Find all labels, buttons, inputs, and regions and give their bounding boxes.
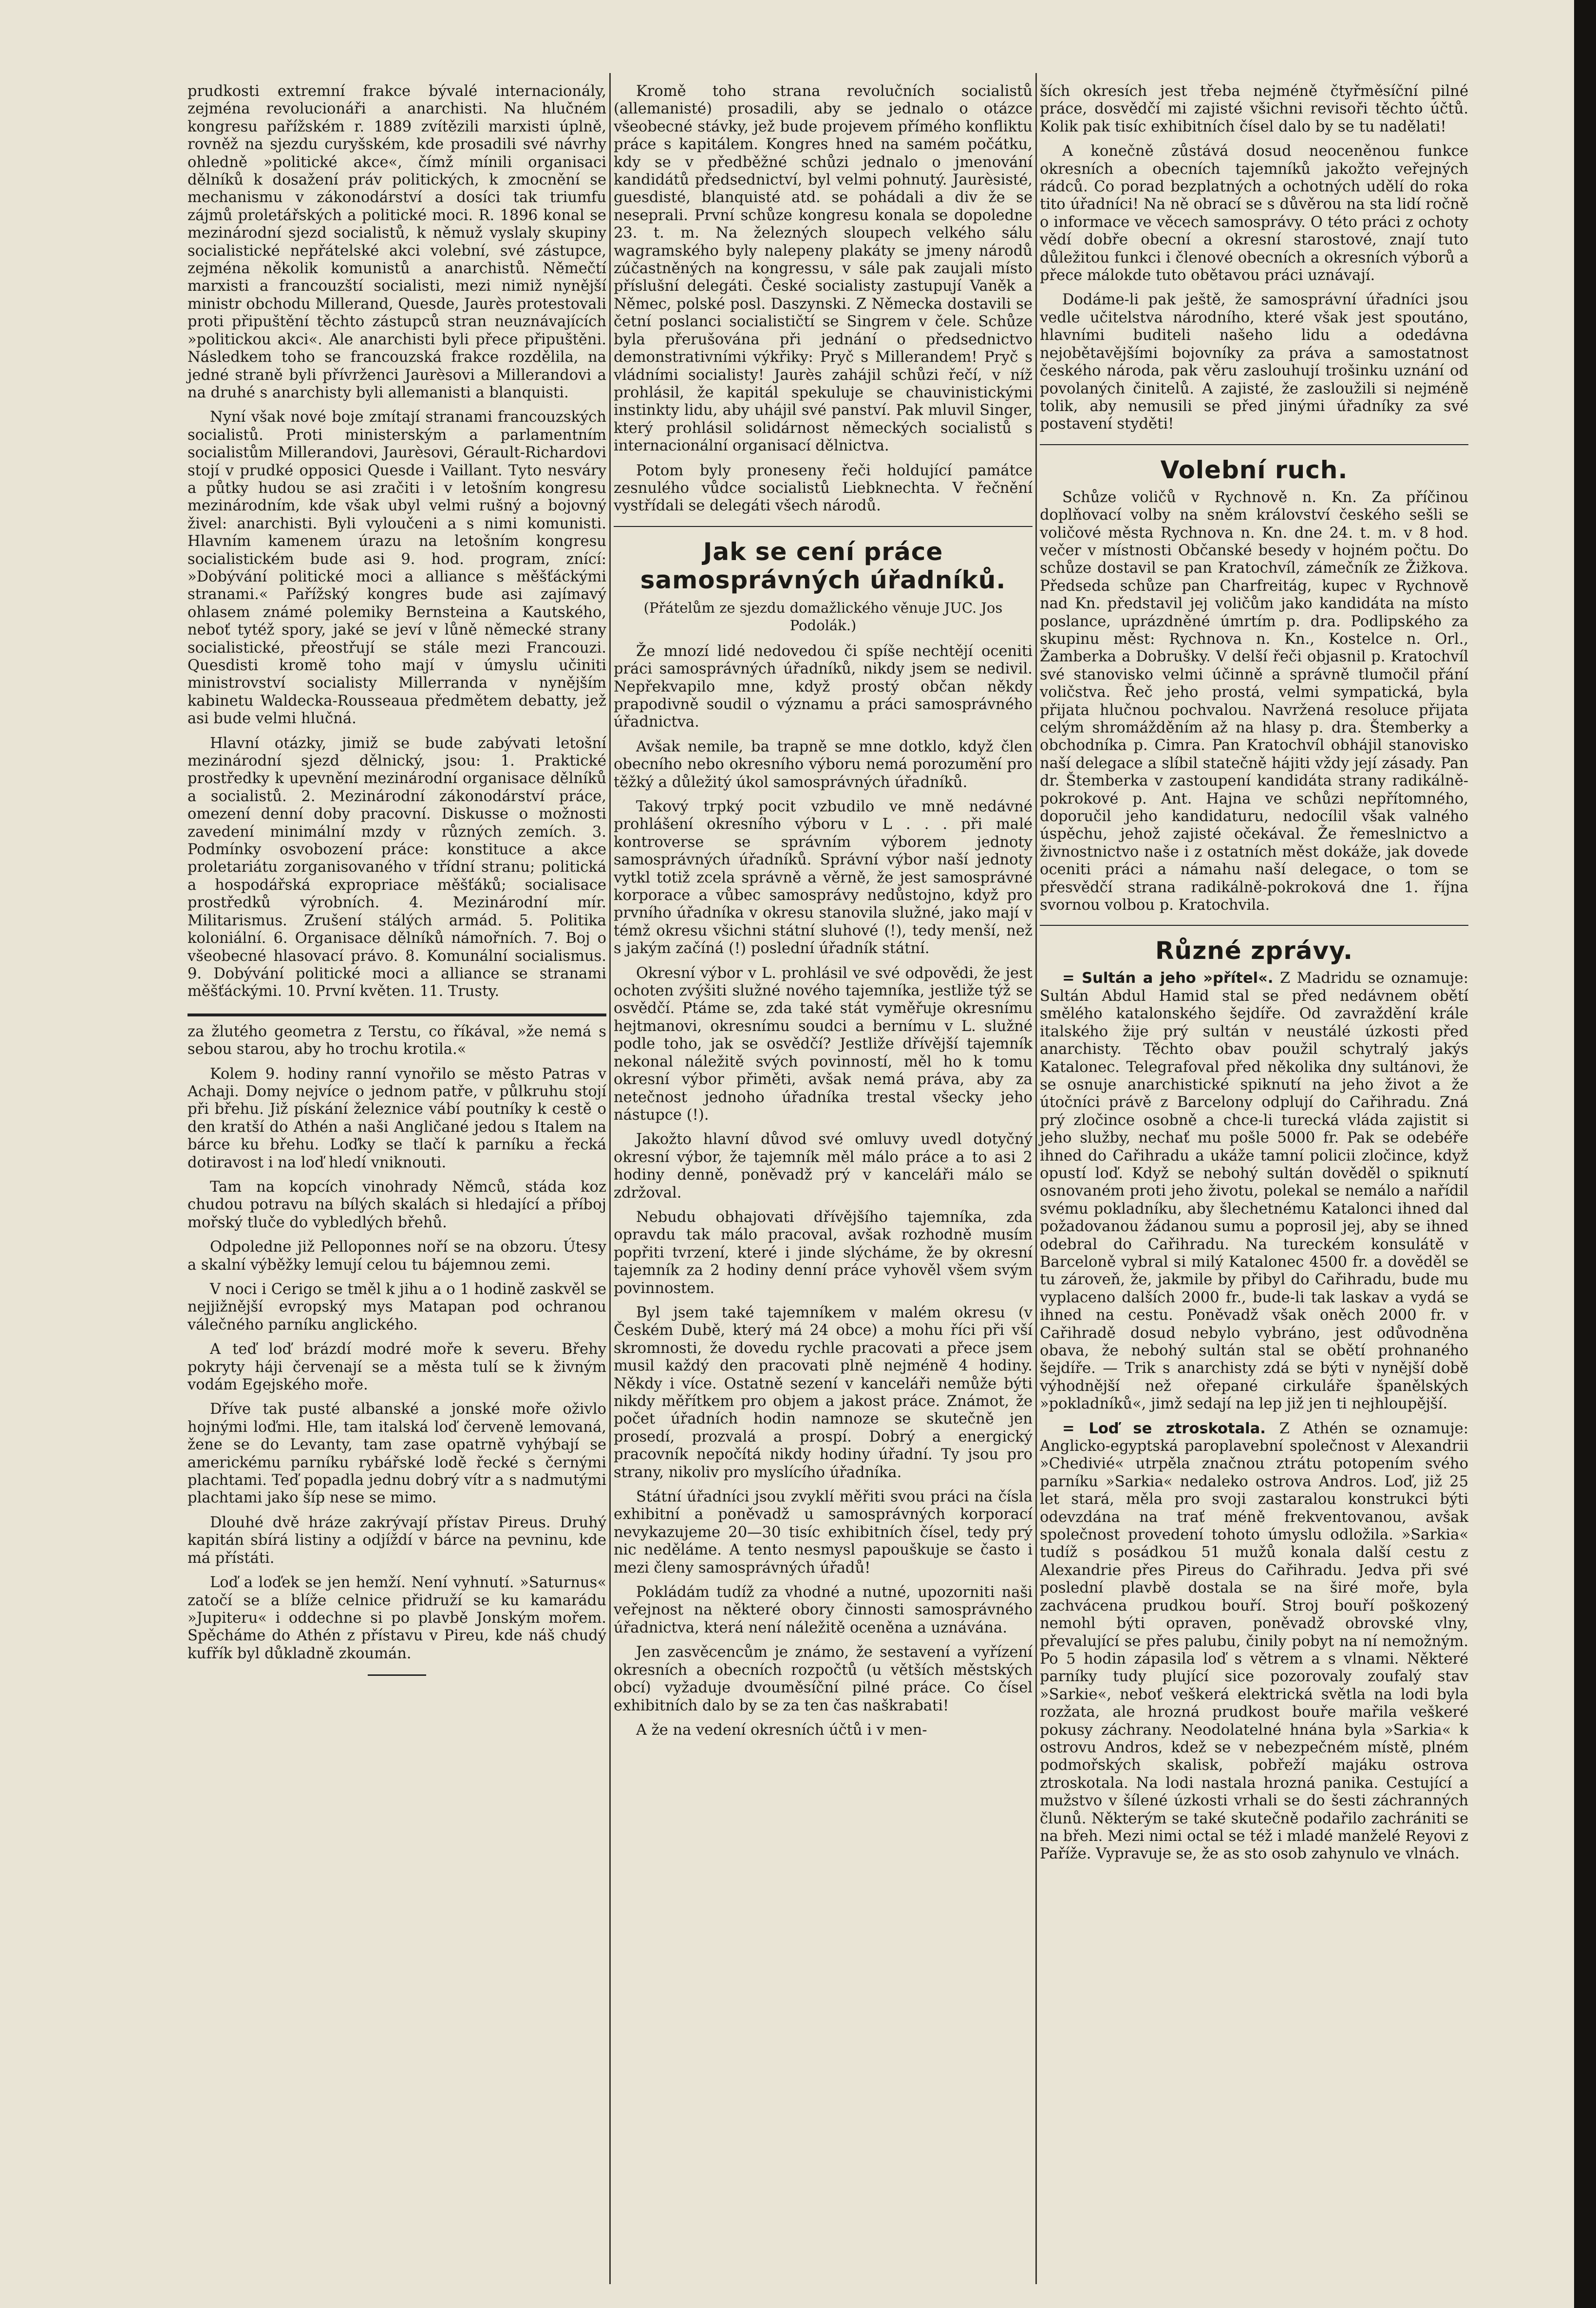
paragraph: Jakožto hlavní důvod své omluvy uvedl dotyčný okresní výbor, že tajemník měl málo práce a to asi 2 hodiny denně, poněvadž prý v kanceláři málo se zdržoval. xyxy=(614,1131,1033,1201)
section-heading: Různé zprávy. xyxy=(1155,937,1353,965)
paragraph: Kromě toho strana revolučních socialistů (allemanisté) prosadili, aby se jednalo o otázce všeobecné stávky, jež bude projevem přímého konfliktu práce s kapitálem. Kongres hned na samém počátku, kdy se v předběžné schůzi jednalo o jmenování kandidátů předsednictví, byl velmi pohnutý. Jaurèsisté, guesdisté, blanquisté atd. se pohádali a div že se neseprali. První schůze kongresu konala se dopoledne 23. t. m. Na železných sloupech velkého sálu wagramského byly nalepeny plakáty se jmeny národů zúčastněných na kongressu, v sále pak zaujali místo příslušní delegáti. České socialisty zastupují Vaněk a Němec, polské posl. Daszynski. Z Německa dostavili se četní poslanci socialističtí se Singrem v čele. Schůze byla přerušována při jednání o předsednictvo demonstrativními výkřiky: Pryč s Millerandem! Pryč s vládními socialisty! Jaurès zahájil schůzi řečí, v níž prohlásil, že kapitál spekuluje se chauvinistickými instinkty lidu, aby uhájil své panství. Pak mluvil Singer, který prohlásil solidárnost německých socialistů s internacionální organisací dělnictva. xyxy=(614,83,1033,455)
paragraph: Loď a loďek se jen hemží. Není vyhnutí. »Saturnus« zatočí se a blíže celnice přidruží se ku kamarádu »Jupiteru« i oddechne si po plavbě Jonským mořem. Spěcháme do Athén z přístavu v Pireu, kde náš chudý kufřík byl důkladně zkoumán. xyxy=(188,1574,606,1662)
section-divider xyxy=(188,1013,606,1016)
paragraph: Nyní však nové boje zmítají stranami francouzských socialistů. Proti ministerským a parlamentním socialistům Millerandovi, Jaurèsovi, Gérault-Richardovi stojí v prudké opposici Quesde i Vaillant. Tyto nesváry a půtky hudou se asi zračiti i v letošním kongresu mezinárodním, kde však ubyl velmi rušný a bojovný živel: anarchisti. Byli vyloučeni a s nimi komunisti. Hlavním kamenem úrazu na letošním kongresu socialistickém bude asi 9. hod. program, znící: »Dobývání politické moci a alliance s měšťáckými stranami.« Pařížský kongres bude asi zajímavý ohlasem známé polemiky Bernsteina a Kautského, neboť tytéž spory, jaké se jeví v lůně německé strany socialistické, přeostřují se stále mezi Francouzi. Quesdisti kromě toho mají v úmyslu učiniti ministrovství socialisty Millerranda v nynějším kabinetu Waldecka-Rousseaua předmětem debatty, jež asi bude velmi hlučná. xyxy=(188,409,606,728)
column-rule xyxy=(1035,73,1037,2284)
article-headline: Jak se cení práce samosprávných úřadníků. xyxy=(640,537,1006,594)
paragraph: Avšak nemile, ba trapně se mne dotklo, když člen obecního nebo okresního výboru nemá porozumění pro těžký a důležitý úkol samosprávných úřadníků. xyxy=(614,738,1033,791)
paragraph: Hlavní otázky, jimiž se bude zabývati letošní mezinárodní sjezd dělnický, jsou: 1. Praktické prostředky k upevnění mezinárodní organisace dělníků a socialistů. 2. Mezinárodní zákonodárství práce, omezení denní doby pracovní. Diskusse o možnosti zavedení minimální mzdy v různých zemích. 3. Podmínky osvobození práce: konstituce a akce proletariátu zorganisovaného v třídní stranu; politická a hospodářská expropriace měšťáků; socialisace prostředků výrobních. 4. Mezinárodní mír. Militarismus. Zrušení stálých armád. 5. Politika koloniální. 6. Organisace dělníků námořních. 7. Boj o všeobecné hlasovací právo. 8. Komunální socialismus. 9. Dobývání politické moci a alliance se stranami měšťáckými. 10. První květen. 11. Trusty. xyxy=(188,734,606,1000)
news-item-title: = Sultán a jeho »přítel«. xyxy=(1062,970,1274,987)
paragraph: Odpoledne již Pelloponnes noří se na obzoru. Útesy a skalní výběžky lemují celou tu bájemnou zemi. xyxy=(188,1238,606,1274)
column-left xyxy=(188,83,606,1688)
news-item-title: = Loď se ztroskotala. xyxy=(1062,1420,1266,1437)
section-divider xyxy=(614,526,1033,527)
paragraph: Potom byly proneseny řeči holdující památce zesnulého vůdce socialistů Liebknechta. V řečnění vystřídali se delegáti všech národů. xyxy=(614,462,1033,515)
paragraph: Pokládám tudíž za vhodné a nutné, upozorniti naši veřejnost na některé obory činnosti samosprávného úřadnictva, která není náležitě oceněna a uznávána. xyxy=(614,1584,1033,1636)
paragraph: Tam na kopcích vinohrady Němců, stáda koz chudou potravu na bílých skalách si hledající a příboj mořský tluče do vybledlých břehů. xyxy=(188,1178,606,1231)
column-middle xyxy=(614,83,1033,1746)
column-right xyxy=(1040,83,1468,1870)
article-byline: (Přátelům ze sjezdu domažlického věnuje JUC. Jos Podolák.) xyxy=(643,599,1003,634)
news-item-text: Z Madridu se oznamuje: Sultán Abdul Hamid stal se před nedávnem obětí smělého katalonského šejdíře. Od zavraždění krále italského žije prý sultán v neustálé úzkosti před anarchisty. Těchto obav použil schytralý jakýs Katalonec. Telegrafoval před několika dny sultánovi, že se osnuje anarchistické spiknutí na jeho život a že útočníci právě z Barcelony odplují do Cařihradu. Zná prý zločince osobně a chce-li turecká vláda zajistit si jeho služby, nechať mu pošle 5000 fr. Pak se odebéře ihned do Cařihradu a ukáže tamní policii zločince, když opustí loď. Když se nebohý sultán dověděl o spiknutí osnovaném proti jeho životu, polekal se nemálo a nařídil svému pokladníku, aby šlechetnému Katalonci ihned dal požadovanou žádanou sumu a poprosil jej, aby se ihned odebral do Cařihradu. Na tureckém konsulátě v Barceloně vybral si milý Katalonec 4500 fr. a dověděl se tu zároveň, že, jakmile by přibyl do Cařihradu, bude mu vyplaceno dalších 2000 fr., bude-li tak laskav a vydá se ihned na cestu. Poněvadž však oněch 2000 fr. v Cařihradě dosud nebylo vybráno, jest odůvodněna obava, že nebohý sultán stal se obětí prohnaného šejdíře. — Trik s anarchisty zdá se býti v nynější době výhodnější než ořepané cirkuláře španělských »pokladníků«, jimž sedají na lep již jen ti nejhloupější. xyxy=(1040,970,1468,1413)
paragraph: prudkosti extremní frakce bývalé internacionály, zejména revolucionáři a anarchisti. Na hlučném kongresu pařížském r. 1889 zvítězili marxisti úplně, rovněž na sjezdu curyšském, kde prosadili své návrhy ohledně »politické akce«, čímž mínili organisaci dělníků k dosažení práv politických, k zmocnění se mechanismu v zákonodárství a dosíci tak triumfu zájmů proletářských a politické moci. R. 1896 konal se mezinárodní sjezd socialistů, k němuž vyslaly skupiny socialistické nepřátelské akci volební, své zástupce, zejména několik komunistů a anarchistů. Němečtí marxisti a francouzští socialisti, mezi nimiž nynější ministr obchodu Millerand, Quesde, Jaurès protestovali proti připuštění těchto zástupců stran neuznávajících »politickou akci«. Ale anarchisti byli přece připuštěni. Následkem toho se francouzská frakce rozdělila, na jedné straně byli přívrženci Jaurèsovi a Millerandovi a na druhé s anarchisty byli allemanisti a blanquisti. xyxy=(188,83,606,401)
news-item xyxy=(1040,970,1468,1413)
news-item xyxy=(1040,1420,1468,1863)
paragraph: Schůze voličů v Rychnově n. Kn. Za příčinou doplňovací volby na sněm království českého sešli se voličové města Rychnova n. Kn. dne 24. t. m. v 8 hod. večer v místnosti Občanské besedy v hojném počtu. Do schůze dostavil se pan Kratochvíl, zámečník ze Žižkova. Předseda schůze pan Charfreitág, kupec v Rychnově nad Kn. představil jej voličům jako kandidáta na místo poslance, uprázdněné úmrtím p. dra. Podlipského za skupinu měst: Rychnova n. Kn., Kostelce n. Orl., Žamberka a Dobrušky. V delší řeči objasnil p. Kratochvíl své stanovisko velmi účinně a správně tlumočil přání voličstva. Řeč jeho prostá, velmi sympatická, byla přijata hlučnou pochvalou. Navržená resoluce přijata celým shromážděním až na hlasy p. dra. Štemberky a obchodníka p. Cimra. Pan Kratochvíl obhájil stanovisko naší delegace a slíbil statečně hájiti vždy její zásady. Pan dr. Štemberka v zastoupení kandidáta strany radikálně-pokrokové p. Ant. Hajna ve schůzi nepřítomného, doporučil jeho kandidaturu, nedocílil však valného úspěchu, jehož zajisté očekával. Že řemeslnictvo a živnostnictvo naše i z ostatních měst dokáže, jak dovede oceniti práci a námahu naší delegace, o tom se přesvědčí strana radikálně-pokroková dne 1. října svornou volbou p. Kratochvila. xyxy=(1040,488,1468,914)
column-rule xyxy=(609,73,611,2284)
paragraph: Okresní výbor v L. prohlásil ve své odpovědi, že jest ochoten zvýšiti služné nového tajemníka, jestliže týž se osvědčí. Ptáme se, zda také stát vyměřuje okresnímu hejtmanovi, okresnímu soudci a bernímu v L. služné podle toho, jak se osvědčí? Jestliže dřívější tajemník nekonal náležitě svých povinností, měl ho k tomu okresní výbor přiměti, avšak nemá práva, aby za netečnost jednoho úřadníka trestal všecky jeho nástupce (!). xyxy=(614,964,1033,1124)
page-edge xyxy=(1574,0,1596,2308)
paragraph: ších okresích jest třeba nejméně čtyřměsíční pilné práce, dosvědčí mi zajisté všichni revisoři těchto účtů. Kolik pak tisíc exhibitních čísel dalo by se tu nadělati! xyxy=(1040,83,1468,135)
section-divider xyxy=(1040,444,1468,445)
paragraph: V noci i Cerigo se tměl k jihu a o 1 hodině zaskvěl se nejjižnější evropský mys Matapan pod ochranou válečného parníku anglického. xyxy=(188,1281,606,1333)
paragraph: Dodáme-li pak ještě, že samosprávní úřadníci jsou vedle učitelstva národního, které však jest spoutáno, hlavními buditeli našeho lidu a odedávna nejobětavějšími bojovníky za práva a samostatnost českého národa, pak věru zaslouhují trošinku uznání od povolaných činitelů. A zajisté, že zasloužili si nejméně tolik, aby nemusili se před jinými úřadníky za své postavení styděti! xyxy=(1040,291,1468,433)
paragraph: za žlutého geometra z Terstu, co říkával, »že nemá s sebou starou, aby ho trochu krotila.« xyxy=(188,1023,606,1058)
paragraph: A že na vedení okresních účtů i v men- xyxy=(636,1721,927,1739)
paragraph: Že mnozí lidé nedovedou či spíše nechtějí oceniti práci samosprávných úřadníků, nikdy jsem se nedivil. Nepřekvapilo mne, když prostý občan někdy prapodivně soudil o významu a práci samosprávného úřadnictva. xyxy=(614,642,1033,731)
paragraph: Takový trpký pocit vzbudilo ve mně nedávné prohlášení okresního výboru v L . . . při malé kontroverse se správním výborem jednoty samosprávných úřadníků. Správní výbor naší jednoty vytkl totiž zcela správně a věrně, že jest samosprávné korporace a vůbec samosprávy nedůstojno, když pro prvního úřadníka v okresu stanovila služné, jako mají v témž okresu všichni státní sluhové (!), tedy menší, než s jakým začíná (!) poslední úřadník státní. xyxy=(614,798,1033,957)
section-divider xyxy=(1040,925,1468,926)
paragraph: Kolem 9. hodiny ranní vynořilo se město Patras v Achaji. Domy nejvíce o jednom patře, v půlkruhu stojí při břehu. Již pískání železnice vábí poutníky k cestě o den kratší do Athén a naši Angličané jedou s Italem na bárce ku břehu. Loďky se tlačí k parníku a řecká dotiravost i na loď hledí vniknouti. xyxy=(188,1065,606,1171)
end-divider xyxy=(368,1674,426,1676)
news-item-text: Z Athén se oznamuje: Anglicko-egyptská paroplavební společnost v Alexandrii »Chedivié« utrpěla značnou ztrátu potopením svého parníku »Sarkia« nedaleko ostrova Andros. Loď, již 25 let stará, měla pro svoji zastaralou konstrukci býti odevzdána na trať méně frekventovanou, avšak společnost provedení tohoto úmyslu odložila. »Sarkia« tudíž s posádkou 51 mužů konala další cestu z Alexandrie přes Pireus do Cařihradu. Jedva při své poslední plavbě dostala se na širé moře, byla zachvácena prudkou bouří. Stroj bouří poškozený nemohl býti opraven, poněvadž obrovské vlny, převalující se přes palubu, činily pobyt na ní nemožným. Po 5 hodin zápasila loď s větrem a s vlnami. Některé parníky tudy plující sice pozorovaly zoufalý stav »Sarkie«, neboť veškerá elektrická světla na lodi byla rozžata, ale hrozná prudkost bouře mařila veškeré pokusy záchrany. Neodolatelné hnána byla »Sarkia« k ostrovu Andros, kdež se v nebezpečném místě, plném podmořských skalisk, pobřeží majáku ostrova ztroskotala. Na lodi nastala hrozná panika. Cestující a mužstvo v šílené úzkosti vrhali se do šesti záchranných člunů. Některým se také skutečně podařilo zachrániti se na břeh. Mezi nimi octal se též i mladé manželé Reyovi z Paříže. Vypravuje se, že as sto osob zahynulo ve vlnách. xyxy=(1040,1420,1469,1863)
paragraph: Byl jsem také tajemníkem v malém okresu (v Českém Dubě, který má 24 obce) a mohu říci při vší skromnosti, že dovedu rychle pracovati a přece jsem musil každý den pracovati plně nejméně 4 hodiny. Někdy i více. Ostatně sezení v kanceláři nemůže býti nikdy měřítkem pro objem a jakost práce. Známot, že počet úřadních hodin namnoze se skutečně jen prosedí, prozvalá a prospí. Dobrý a energický pracovník nepočítá nikdy hodiny úřadní. Ty jsou pro strany, nikoliv pro myslícího úřadníka. xyxy=(614,1304,1033,1481)
section-heading: Volební ruch. xyxy=(1160,455,1348,484)
paragraph: Státní úřadníci jsou zvyklí měřiti svou práci na čísla exhibitní a poněvadž u samosprávných korporací nevykazujeme 20—30 tisíc exhibitních čísel, tedy prý nic neděláme. A tento nesmysl papouškuje se často i mezi členy samosprávných úřadů! xyxy=(614,1488,1033,1576)
paragraph: Dlouhé dvě hráze zakrývají přístav Pireus. Druhý kapitán sbírá listiny a odjíždí v bárce na pevninu, kde má přístáti. xyxy=(188,1514,606,1567)
paragraph: Nebudu obhajovati dřívějšího tajemníka, zda opravdu tak málo pracoval, avšak rozhodně musím popřiti tvrzení, které i jinde slýcháme, že by okresní tajemník za 2 hodiny denní práce vyhověl všem svým povinnostem. xyxy=(614,1208,1033,1297)
paragraph: Jen zasvěcencům je známo, že sestavení a vyřízení okresních a obecních rozpočtů (u větších městských obcí) vyžaduje dvouměsíční pilné práce. Co čísel exhibitních dalo by se za ten čas naškrabati! xyxy=(614,1644,1033,1714)
paragraph: A konečně zůstává dosud neoceněnou funkce okresních a obecních tajemníků jakožto veřejných rádců. Co porad bezplatných a ochotných udělí do roka tito úřadníci! Na ně obrací se s důvěrou na sta lidí ročně o informace ve věcech samosprávy. O této práci z ochoty vědí dobře obecní a okresní starostové, znají tuto důležitou funkci i členové obecních a okresních výborů a přece málokde tuto obětavou práci uznávají. xyxy=(1040,143,1468,284)
paragraph: A teď loď brázdí modré moře k severu. Břehy pokryty háji červenají se a města tulí se k živným vodám Egejského moře. xyxy=(188,1341,606,1394)
paragraph: Dříve tak pusté albanské a jonské moře oživlo hojnými loďmi. Hle, tam italská loď červeně lemovaná, žene se do Levanty, tam zase opatrně vyhýbají se americkému parníku rybářské lodě řecké s černými plachtami. Teď popadla jednu dobrý vítr a s nadmutými plachtami jako šíp nese se mimo. xyxy=(188,1401,606,1507)
